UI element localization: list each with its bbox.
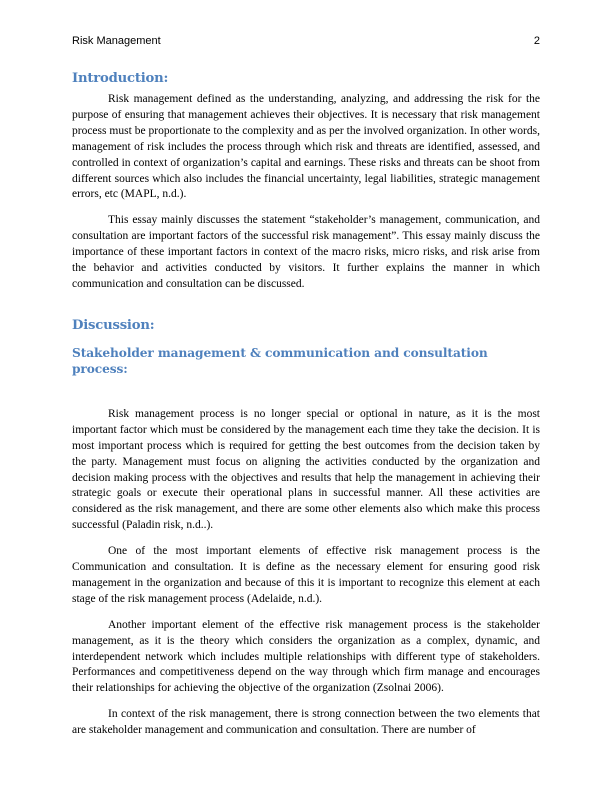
introduction-paragraph: This essay mainly discusses the statement “stakeholder’s management, communication, and consultation are important factors of the successful risk management”. This essay mainly discuss the importance of these important factors in context of the macro risks, micro risks, and risk arise from the behavior and activities conducted by visitors. It further explains the manner in which communication and consultation can be discussed.	[72, 214, 540, 290]
discussion-heading: Discussion:	[72, 317, 155, 333]
introduction-heading: Introduction:	[72, 71, 169, 86]
discussion-paragraph: In context of the risk management, there is strong connection between the two elements that are stakeholder management and communication and consultation. There are number of	[72, 708, 540, 737]
discussion-paragraph: Risk management process is no longer special or optional in nature, as it is the most important factor which must be considered by the management each time they take the decision. It is most important process which is required for getting the best outcomes from the decision taken by the party. Management must focus on aligning the activities conducted by the organization and decision making process with the objectives and results that help the management in achieving their strategic goals or execute their operational plans in successful manner. All these activities are considered as the risk management, and there are some other elements also which make this process successful (Paladin risk, n.d..).	[72, 407, 540, 532]
discussion-subheading: Stakeholder management & communication and consultation process:	[72, 345, 488, 376]
discussion-paragraph: One of the most important elements of effective risk management process is the Communication and consultation. It is define as the necessary element for ensuring good risk management in the organization and because of this it is important to recognize this element at each stage of the risk management process (Adelaide, n.d.).	[72, 545, 540, 605]
introduction-paragraph: Risk management defined as the understanding, analyzing, and addressing the risk for the purpose of ensuring that management achieves their objectives. It is necessary that risk management process must be proportionate to the complexity and as per the involved organization. In other words, management of risk includes the process through which risk and threats are identified, assessed, and controlled in context of organization’s capital and earnings. These risks and threats can be shoot from different sources which also includes the financial uncertainty, legal liabilities, strategic management errors, etc (MAPL, n.d.).	[72, 93, 540, 201]
page-number: 2	[533, 35, 540, 47]
discussion-paragraph: Another important element of the effective risk management process is the stakeholder management, as it is the theory which considers the organization as a complex, dynamic, and interdependent network which includes multiple relationships with different type of stakeholders. Performances and competitiveness depend on the way through which firm manage and encourages their relationships for achieving the objective of the organization (Zsolnai 2006).	[72, 618, 540, 695]
document-body	[72, 70, 540, 739]
header-title: Risk Management	[72, 35, 161, 47]
